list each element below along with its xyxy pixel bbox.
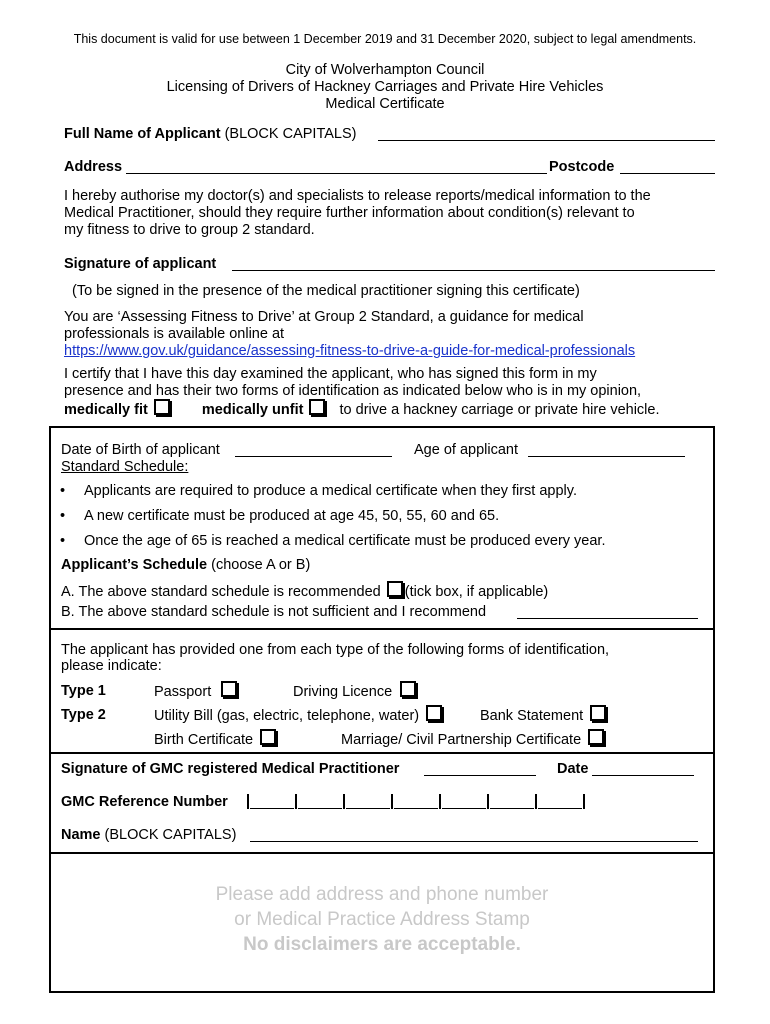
- checkbox-icon[interactable]: [426, 705, 442, 721]
- bank-statement-option: [480, 705, 608, 724]
- checkbox-icon[interactable]: [387, 581, 403, 597]
- guidance-link[interactable]: https://www.gov.uk/guidance/assessing-fitness-to-drive-a-guide-for-medical-professionals: [64, 343, 636, 359]
- authorise-line-2: Medical Practitioner, should they require further information about condition(s) relevant to: [64, 205, 635, 221]
- option-a-hint: (tick box, if applicable): [404, 584, 549, 600]
- checkbox-icon[interactable]: [590, 705, 606, 721]
- marriage-certificate-label: Marriage/ Civil Partnership Certificate: [341, 732, 582, 748]
- full-name-label: Full Name of Applicant: [64, 126, 221, 142]
- certify-line-2: presence and has their two forms of identification as indicated below who is in my opinion,: [64, 383, 642, 399]
- gmc-reference-field[interactable]: [246, 794, 586, 811]
- applicant-schedule-label: Applicant’s Schedule: [61, 557, 208, 573]
- bank-statement-label: Bank Statement: [480, 708, 584, 724]
- birth-certificate-option: [154, 729, 278, 748]
- address-label: Address: [64, 159, 123, 175]
- id-intro-line-1: The applicant has provided one from each type of the following forms of identification,: [61, 642, 610, 658]
- signature-note: (To be signed in the presence of the medical practitioner signing this certificate): [72, 283, 580, 299]
- option-a-text: A. The above standard schedule is recommended: [61, 584, 381, 600]
- checkbox-icon[interactable]: [400, 681, 416, 697]
- marriage-certificate-option: [341, 729, 606, 748]
- checkbox-icon[interactable]: [154, 399, 170, 415]
- practitioner-name-row: [61, 827, 236, 843]
- checkbox-icon[interactable]: [309, 399, 325, 415]
- section-divider: [49, 628, 715, 630]
- bullet-text: Applicants are required to produce a medical certificate when they first apply.: [84, 483, 577, 499]
- age-label: Age of applicant: [414, 442, 518, 458]
- full-name-row: [64, 126, 356, 142]
- practitioner-name-label: Name: [61, 827, 101, 843]
- id-intro-line-2: please indicate:: [61, 658, 162, 674]
- standard-schedule-heading: Standard Schedule:: [61, 459, 189, 475]
- bullet-icon: •: [60, 483, 66, 499]
- dob-field[interactable]: [235, 456, 392, 457]
- birth-certificate-label: Birth Certificate: [154, 732, 254, 748]
- postcode-field[interactable]: [620, 173, 715, 174]
- date-field[interactable]: [592, 775, 694, 776]
- date-label: Date: [557, 761, 589, 777]
- applicant-signature-field[interactable]: [232, 270, 715, 271]
- address-field[interactable]: [126, 173, 547, 174]
- option-b-text: B. The above standard schedule is not sufficient and I recommend: [61, 604, 487, 620]
- gmc-signature-label: Signature of GMC registered Medical Practitioner: [61, 761, 400, 777]
- gmc-signature-field[interactable]: [424, 775, 536, 776]
- full-name-field[interactable]: [378, 140, 715, 141]
- applicant-signature-label: Signature of applicant: [64, 256, 217, 272]
- medically-fit-label: medically fit: [64, 402, 148, 418]
- passport-option: [154, 681, 239, 700]
- certify-suffix: to drive a hackney carriage or private hire vehicle.: [339, 402, 660, 418]
- validity-notice: This document is valid for use between 1 December 2019 and 31 December 2020, subject to legal amendments.: [73, 32, 697, 46]
- checkbox-icon[interactable]: [221, 681, 237, 697]
- passport-label: Passport: [154, 684, 212, 700]
- utility-bill-label: Utility Bill (gas, electric, telephone, water): [154, 708, 420, 724]
- section-divider: [49, 852, 715, 854]
- checkbox-icon[interactable]: [260, 729, 276, 745]
- guidance-line-1: You are ‘Assessing Fitness to Drive’ at Group 2 Standard, a guidance for medical: [64, 309, 584, 325]
- practitioner-name-field[interactable]: [250, 841, 698, 842]
- authorise-line-1: I hereby authorise my doctor(s) and specialists to release reports/medical information to the: [64, 188, 651, 204]
- driving-licence-label: Driving Licence: [293, 684, 393, 700]
- stamp-instruction-line-3: No disclaimers are acceptable.: [243, 934, 521, 955]
- type1-label: Type 1: [61, 683, 106, 699]
- driving-licence-option: [293, 681, 418, 700]
- postcode-label: Postcode: [549, 159, 615, 175]
- bullet-icon: •: [60, 508, 66, 524]
- checkbox-icon[interactable]: [588, 729, 604, 745]
- medically-unfit-label: medically unfit: [201, 402, 304, 418]
- full-name-hint: (BLOCK CAPITALS): [224, 126, 357, 142]
- applicant-schedule-row: [61, 557, 310, 573]
- certify-line-1: I certify that I have this day examined the applicant, who has signed this form in my: [64, 366, 597, 382]
- council-name: City of Wolverhampton Council: [285, 62, 485, 78]
- dob-label: Date of Birth of applicant: [61, 442, 220, 458]
- applicant-schedule-hint: (choose A or B): [211, 557, 311, 573]
- form-title: Medical Certificate: [325, 96, 445, 112]
- gmc-reference-label: GMC Reference Number: [61, 794, 228, 810]
- bullet-icon: •: [60, 533, 66, 549]
- certify-line-3: [64, 399, 660, 418]
- guidance-line-2: professionals is available online at: [64, 326, 285, 342]
- form-subtitle: Licensing of Drivers of Hackney Carriages and Private Hire Vehicles: [166, 79, 604, 95]
- section-divider: [49, 752, 715, 754]
- bullet-text: Once the age of 65 is reached a medical certificate must be produced every year.: [84, 533, 606, 549]
- option-a-row: [61, 581, 548, 600]
- stamp-instruction-line-1: Please add address and phone number: [215, 884, 549, 905]
- authorise-line-3: my fitness to drive to group 2 standard.: [64, 222, 315, 238]
- stamp-instruction-line-2: or Medical Practice Address Stamp: [234, 909, 530, 930]
- option-b-field[interactable]: [517, 618, 698, 619]
- practitioner-name-hint: (BLOCK CAPITALS): [104, 827, 237, 843]
- bullet-text: A new certificate must be produced at age 45, 50, 55, 60 and 65.: [84, 508, 500, 524]
- age-field[interactable]: [528, 456, 685, 457]
- type2-label: Type 2: [61, 707, 106, 723]
- utility-bill-option: [154, 705, 444, 724]
